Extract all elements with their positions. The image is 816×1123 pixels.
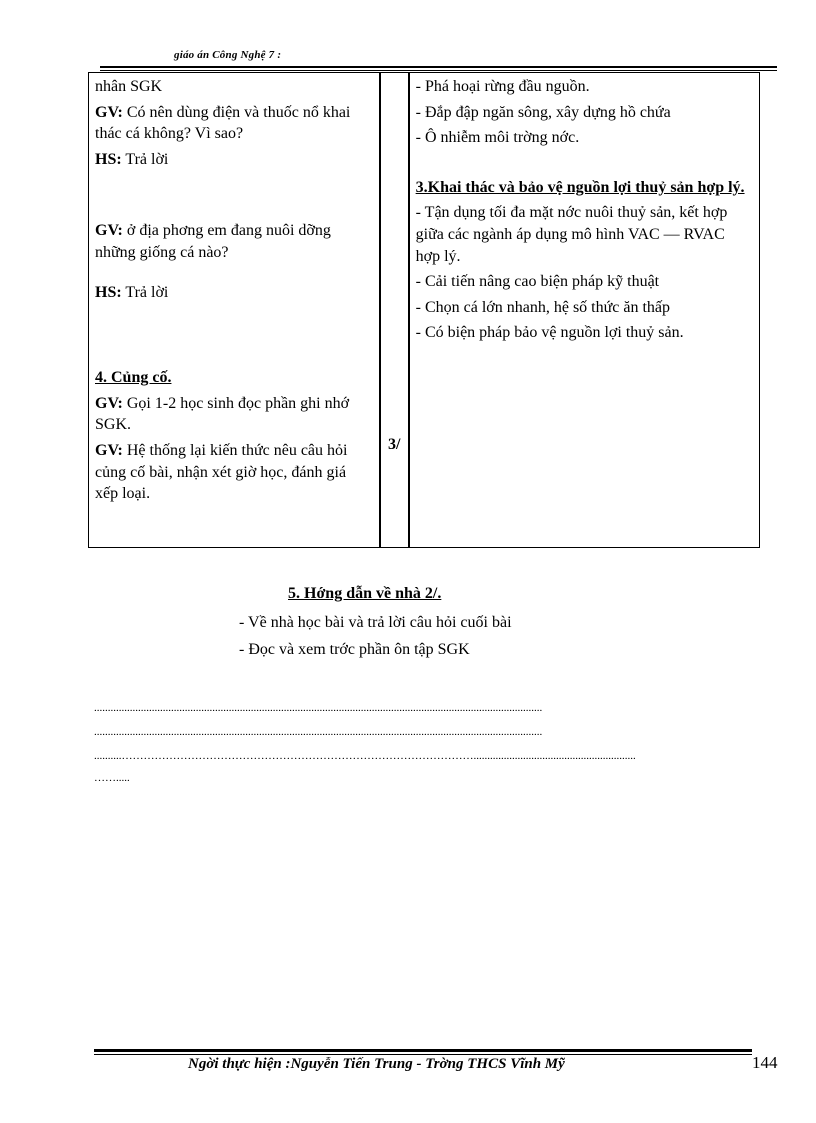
lesson-table [88,72,760,548]
hs-answer-2: HS: Trả lời [95,283,169,301]
footer-rule-thick [94,1049,752,1052]
page-number: 144 [752,1053,778,1072]
time-cell [379,73,409,548]
content-cell [409,73,759,548]
homework-line-1: - Về nhà học bài và trả lời câu hỏi cuối bài [239,614,512,631]
dotted-line-1: ................................................................................................................................................................... [94,702,543,714]
teacher-student-activities-cell [89,73,380,548]
section-3-heading: 3.Khai thác và bảo vệ nguồn lợi thuỷ sản hợp lý. [415,178,745,196]
left-line-1: nhân SGK [95,78,163,95]
time-value: 3/ [388,436,401,453]
gv-question-2: GV: ở địa phơng em đang nuôi dỡng những giống cá nào? [95,222,331,261]
right-line-3: - Ô nhiễm môi trờng nớc. [415,129,580,147]
gv-question-1: GV: Có nên dùng điện và thuốc nổ khai thác cá không? Vì sao? [95,103,351,143]
footer-author: Ngời thực hiện :Nguyễn Tiến Trung - Trờng THCS Vĩnh Mỹ [188,1056,565,1072]
homework-title: 5. Hớng dẫn về nhà 2/. [288,585,442,602]
hs-answer-1: HS: Trả lời [95,150,169,168]
right-line-4: - Tận dụng tối đa mặt nớc nuôi thuỷ sản, kết hợp giữa các ngành áp dụng mô hình VAC — RVAC hợp lý. [415,204,728,265]
homework-line-2: - Đọc và xem trớc phần ôn tập SGK [239,641,470,658]
section-4-heading: 4. Củng cố. [95,369,172,387]
dotted-line-4: ……..... [94,772,130,784]
footer-rule-thin [94,1054,752,1055]
dotted-line-3: ..........……………………………………………………………………………………........................................................... [94,750,636,762]
right-line-1: - Phá hoại rừng đầu nguồn. [415,78,590,95]
header-rule-thin [100,70,777,71]
right-line-2: - Đắp đập ngăn sông, xây dựng hồ chứa [415,103,671,121]
right-line-7: - Có biện pháp bảo vệ nguồn lợi thuỷ sản. [415,324,684,342]
right-line-5: - Cải tiến nâng cao biện pháp kỹ thuật [415,273,660,291]
header-title: giáo án Công Nghệ 7 : [174,49,282,61]
gv-consolidation-1: GV: Gọi 1-2 học sinh đọc phần ghi nhớ SGK. [95,394,350,434]
dotted-line-2: ................................................................................................................................................................... [94,726,543,738]
right-line-6: - Chọn cá lớn nhanh, hệ số thức ăn thấp [415,298,671,316]
header-rule [100,66,777,68]
gv-consolidation-2: GV: Hệ thống lại kiến thức nêu câu hỏi củng cố bài, nhận xét giờ học, đánh giá xếp loại. [95,441,348,503]
